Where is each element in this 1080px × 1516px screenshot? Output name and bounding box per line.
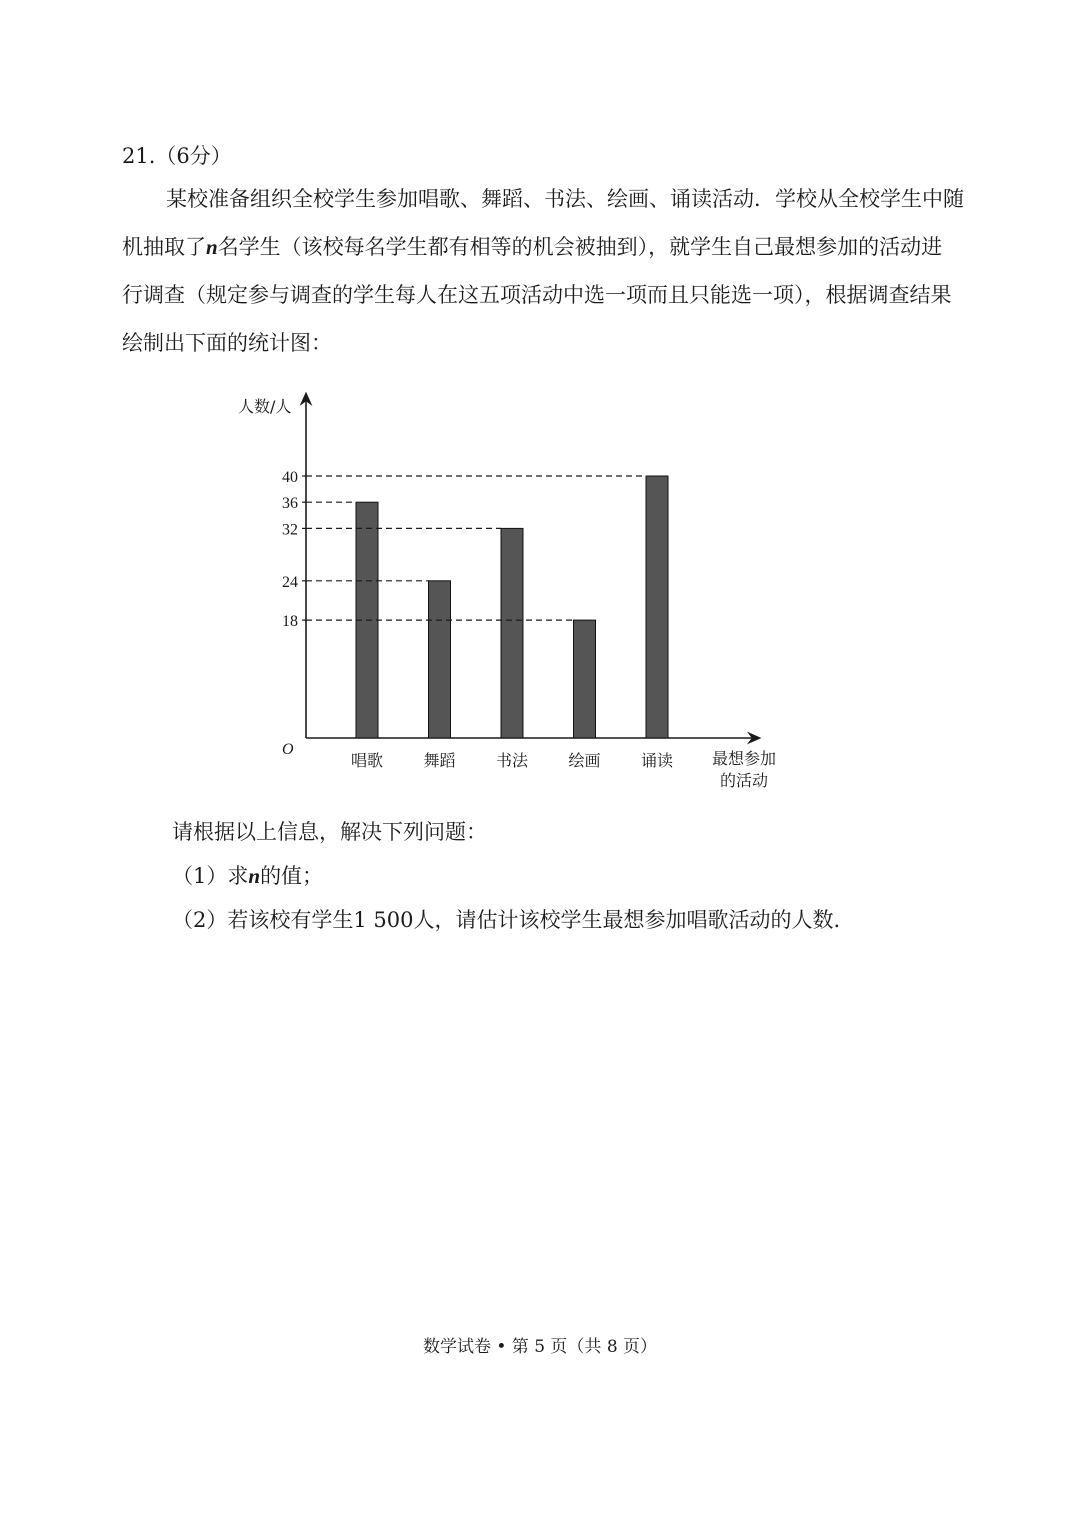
stem-line-4 <box>122 319 942 367</box>
question-number: 21.（6分） <box>122 144 232 168</box>
sub1-text: （1）求 <box>172 864 249 888</box>
category-label: 绘画 <box>568 751 601 770</box>
y-axis-label: 人数/人 <box>238 397 292 416</box>
category-label: 唱歌 <box>350 751 384 770</box>
bar-书法 <box>501 528 523 738</box>
category-label: 舞蹈 <box>423 751 456 770</box>
bar-诵读 <box>646 476 668 738</box>
page-footer: 数学试卷 • 第 5 页（共 8 页） <box>422 1337 658 1357</box>
prompt-line: 请根据以上信息，解决下列问题： <box>172 820 487 844</box>
x-axis-label: 最想参加 <box>711 749 777 768</box>
stem-line-3 <box>122 271 952 319</box>
y-tick-label: 32 <box>282 521 298 539</box>
sub1-text: 的值； <box>260 864 324 888</box>
stem-text: 名学生（该校每名学生都有相等的机会被抽到），就学生自己最想参加的活动进 <box>217 235 943 259</box>
y-tick-label: 40 <box>282 469 298 486</box>
stem-line-1 <box>122 175 964 223</box>
category-label: 诵读 <box>640 751 674 770</box>
stem-text: 绘制出下面的统计图： <box>122 331 332 355</box>
stem-text: 某校准备组织全校学生参加唱歌、舞蹈、书法、绘画、诵读活动．学校从全校学生中随 <box>166 187 964 211</box>
question-stem <box>122 175 964 367</box>
variable-n: n <box>248 864 261 888</box>
bar-chart <box>220 380 800 800</box>
stem-line-2 <box>122 223 942 271</box>
sub-question-1 <box>172 854 840 898</box>
bar-舞蹈 <box>429 581 451 738</box>
origin-label: O <box>282 741 294 758</box>
y-tick-label: 24 <box>282 573 298 591</box>
bar-绘画 <box>574 620 596 738</box>
stem-text: 机抽取了 <box>122 235 206 259</box>
stem-text: 行调查（规定参与调查的学生每人在这五项活动中选一项而且只能选一项），根据调查结果 <box>122 283 952 307</box>
variable-n: n <box>206 235 218 259</box>
sub-questions <box>172 810 840 942</box>
bar-chart-svg <box>220 380 800 800</box>
sub-question-2: （2）若该校有学生1 500人，请估计该校学生最想参加唱歌活动的人数. <box>172 908 841 932</box>
x-axis-label: 的活动 <box>719 771 769 790</box>
y-tick-label: 36 <box>282 495 298 513</box>
category-label: 书法 <box>495 751 529 770</box>
y-tick-label: 18 <box>282 613 298 631</box>
